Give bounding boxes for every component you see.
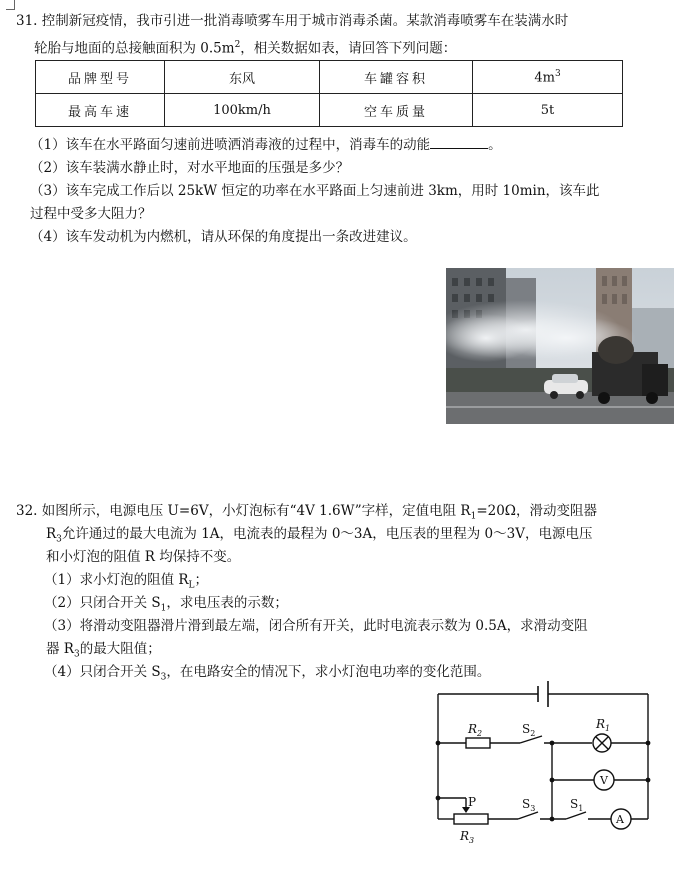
q32-line3: 和小灯泡的阻值 R 均保持不变。	[46, 549, 241, 565]
table-cell: 东风	[165, 61, 320, 94]
page-corner-mark	[6, 9, 15, 10]
q31-line1: 31. 控制新冠疫情，我市引进一批消毒喷雾车用于城市消毒杀菌。某款消毒喷雾车在装满水时	[16, 13, 569, 29]
label-s2: $S_2$	[522, 722, 536, 738]
q31-sub2: （2）该车装满水静止时，对水平地面的压强是多少？	[30, 160, 350, 176]
label-s3: $S_3$	[522, 797, 536, 813]
table-row	[36, 94, 623, 127]
label-r2: $R_2$	[468, 722, 483, 738]
q32-sub2: （2）只闭合开关 $S_1$，求电压表的示数；	[44, 595, 288, 614]
table-cell: 品牌型号	[36, 61, 165, 94]
table-cell: 5t	[473, 94, 623, 127]
spec-table	[35, 60, 623, 127]
answer-blank	[430, 136, 488, 149]
q32-sub1: （1）求小灯泡的阻值 $R_L$；	[44, 572, 209, 591]
table-cell: 最高车速	[36, 94, 165, 127]
label-p: P	[468, 795, 477, 809]
q31-sub1: （1）该车在水平路面匀速前进喷洒消毒液的过程中，消毒车的动能 。	[30, 137, 502, 153]
q32-sub3-cont: 器 $R_3$的最大阻值；	[46, 641, 161, 660]
table-row	[36, 61, 623, 94]
voltmeter-label: V	[600, 774, 608, 787]
q32-line2: $R_3$允许通过的最大电流为 1A，电流表的最程为 0～3A，电压表的里程为 0～3V，电源电压	[46, 526, 593, 545]
table-cell: 车罐容积	[320, 61, 473, 94]
q31-sub4: （4）该车发动机为内燃机，请从环保的角度提出一条改进建议。	[30, 229, 417, 245]
table-cell: 空车质量	[320, 94, 473, 127]
label-r3: $R_3$	[460, 829, 475, 845]
q32-sub3: （3）将滑动变阻器滑片滑到最左端，闭合所有开关，此时电流表示数为 0.5A，求滑动变阻	[44, 618, 588, 634]
label-s1: $S_1$	[570, 797, 584, 813]
circuit-diagram	[424, 676, 664, 860]
q31-sub3: （3）该车完成工作后以 25kW 恒定的功率在水平路面上匀速前进 3km，用时 10min，该车此	[30, 183, 600, 199]
spray-truck-photo	[446, 268, 674, 424]
q32-sub4: （4）只闭合开关 $S_3$，在电路安全的情况下，求小灯泡电功率的变化范围。	[44, 664, 491, 683]
q31-line2: 轮胎与地面的总接触面积为 $0.5m^2$，相关数据如表，请回答下列问题：	[34, 40, 457, 57]
ammeter-label: A	[616, 813, 624, 826]
table-cell: $4m^3$	[473, 61, 623, 94]
table-cell: 100km/h	[165, 94, 320, 127]
q31-sub3-cont: 过程中受多大阻力？	[30, 206, 152, 222]
q32-line1: 32. 如图所示，电源电压 U=6V，小灯泡标有“4V 1.6W”字样，定值电阻 $R_1=20\Omega$，滑动变阻器	[16, 503, 597, 522]
label-r1: $R_1$	[596, 717, 611, 733]
